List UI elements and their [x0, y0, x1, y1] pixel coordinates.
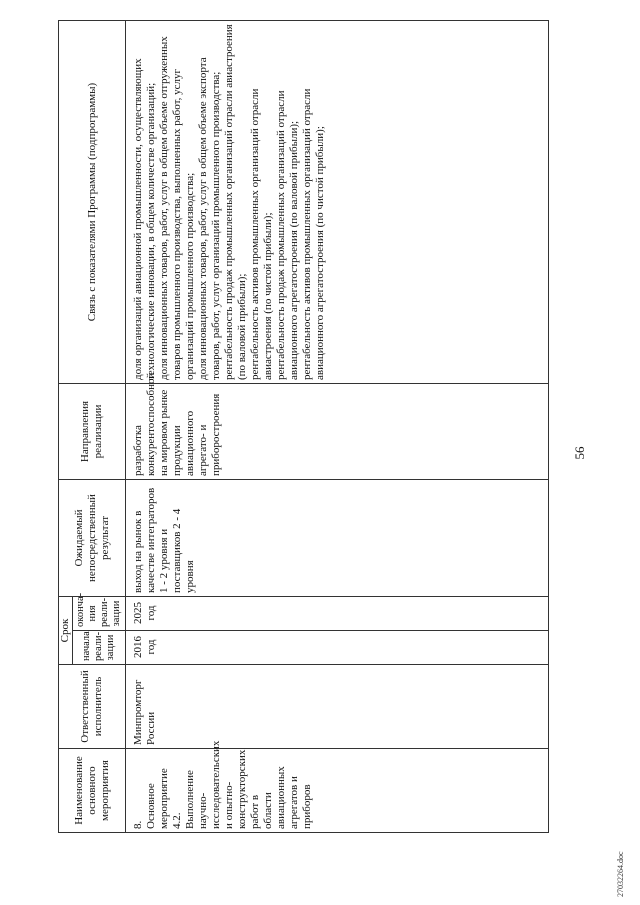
header-link: Связь с показателями Программы (подпрограммы) [59, 21, 126, 384]
header-directions: Направления реализации [59, 384, 126, 480]
page-number: 56 [572, 446, 587, 460]
footer-code: 27032264.doc [616, 851, 625, 897]
cell-start: 2016 год [126, 631, 549, 665]
link-line: доля инновационных товаров, работ, услуг в общем объеме экспорта товаров, работ, услуг организаций промышленного производства; [197, 57, 222, 380]
cell-end: 2025 год [126, 597, 549, 631]
link-line: рентабельность активов промышленных организаций отрасли авиационного агрегатостроения (по чистой прибыли); [301, 88, 326, 380]
header-term: Срок [59, 597, 73, 665]
link-line: рентабельность продаж промышленных организаций отрасли авиационного агрегатостроения (по валовой прибыли); [275, 90, 300, 380]
cell-name [126, 740, 549, 833]
program-measures-table [58, 20, 549, 833]
header-name: Наименование основного мероприятия [59, 749, 126, 833]
link-line: доля инновационных товаров, работ, услуг в общем объеме отгруженных товаров промышленного производства, выполненных работ, услуг организаций промышленного производства; [158, 36, 196, 380]
row-number: 8. [132, 820, 144, 829]
header-row [59, 21, 73, 833]
header-executor: Ответственный исполнитель [59, 665, 126, 749]
header-term-start: начала реали-зации [73, 631, 126, 665]
table-row [126, 21, 549, 833]
cell-executor: Минпромторг России [126, 665, 549, 749]
measure-name: Основное мероприятие 4.2. Выполнение научно-исследовательских и опытно-конструкторских работ в области авиационных агрегатов и приборов [145, 740, 313, 829]
link-line: рентабельность продаж промышленных организаций отрасли авиастроения (по валовой прибыли); [223, 24, 248, 380]
header-result: Ожидаемый непосредственный результат [59, 480, 126, 597]
cell-result: выход на рынок в качестве интеграторов 1 - 2 уровня и поставщиков 2 - 4 уровня [126, 480, 549, 597]
header-term-end: оконча-ния реали-зации [73, 597, 126, 631]
link-line: доля организаций авиационной промышленности, осуществляющих технологические инновации, в общем количестве организаций; [132, 58, 157, 380]
cell-directions: разработка конкурентоспособной на мировом рынке продукции авиационного агрегато- и приборостроения [126, 384, 549, 480]
cell-link [126, 21, 549, 384]
link-line: рентабельность активов промышленных организаций отрасли авиастроения (по чистой прибыли); [249, 88, 274, 380]
